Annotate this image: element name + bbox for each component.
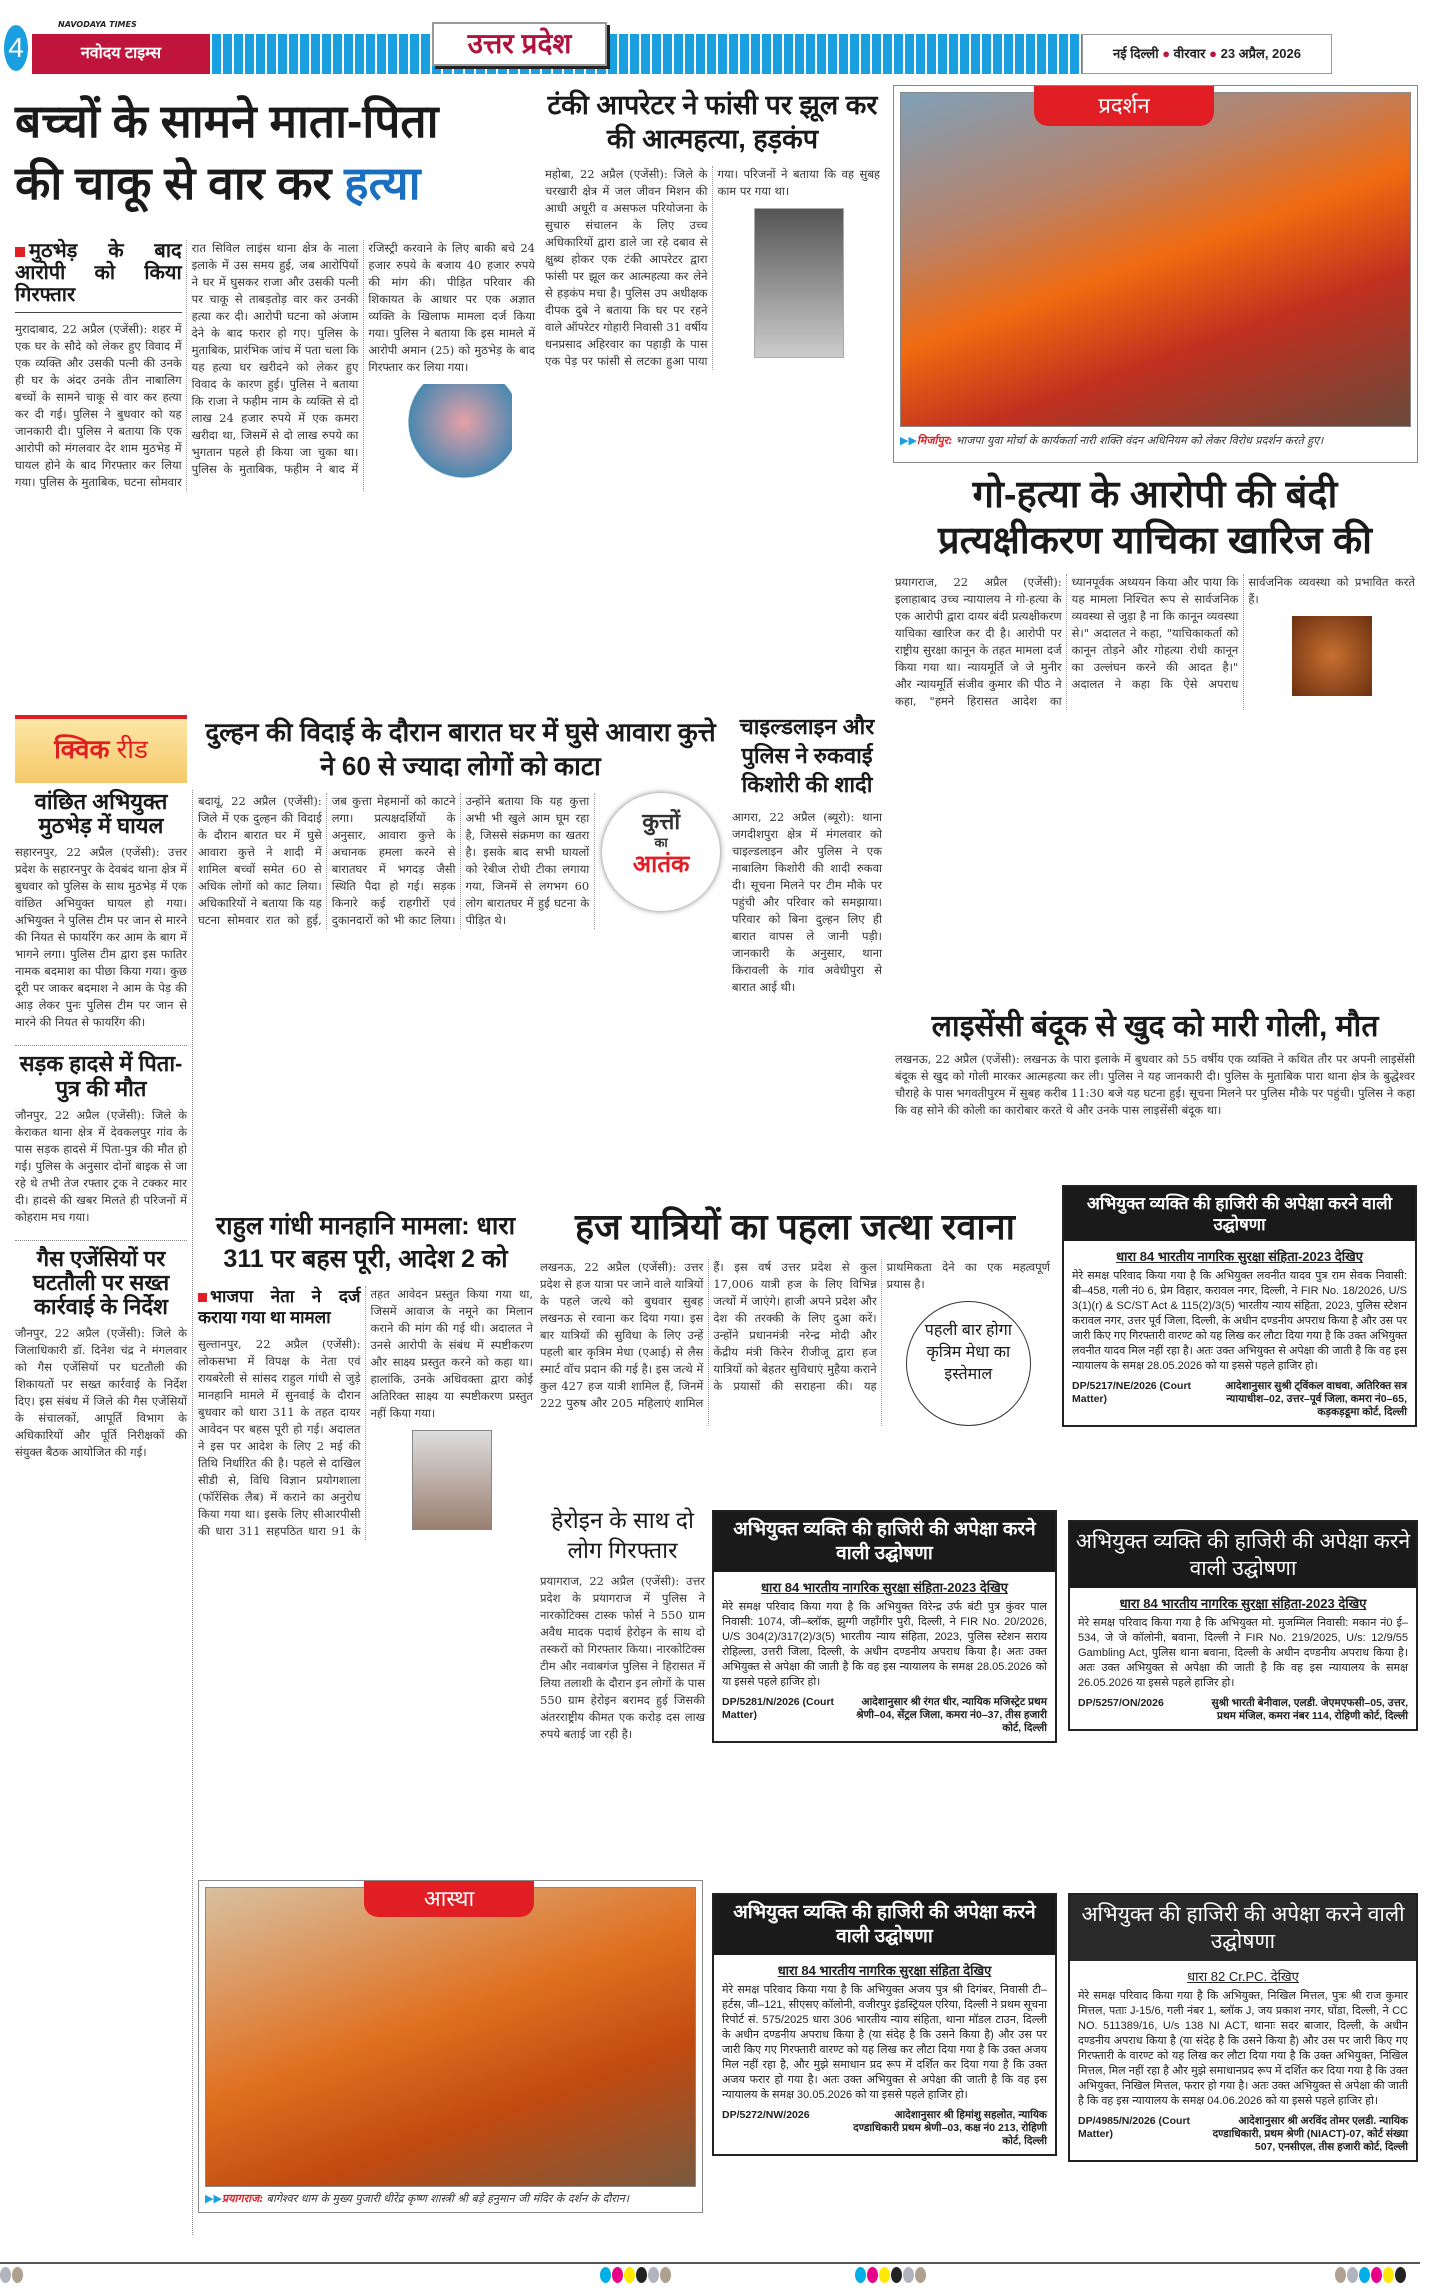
rahul-gandhi-photo: [412, 1430, 492, 1530]
tanki-body-columns: [545, 166, 880, 370]
court-notice: [1068, 1893, 1418, 2162]
heroin-headline: हेरोइन के साथ दो लोग गिरफ्तार: [551, 1507, 694, 1563]
lead-headline-line2: की चाकू से वार कर: [15, 157, 345, 209]
quick-read-label-a: क्विक: [54, 734, 110, 764]
court-notice: [1068, 1520, 1418, 1731]
haj-headline: हज यात्रियों का पहला जत्था रवाना: [575, 1206, 1015, 1247]
notice-ref: DP/5217/NE/2026 (Court Matter): [1072, 1380, 1192, 1405]
dateline-city: नई दिल्ली: [1113, 46, 1159, 61]
rahul-subhead: भाजपा नेता ने दर्ज कराया गया था मामला: [198, 1287, 361, 1327]
notice-sign: आदेशानुसार सुश्री ट्विंकल वाधवा, अतिरिक्त सत्र न्यायाधीश–02, उत्तर–पूर्व जिला, कमरा नं0–65, कड़कड़डूमा कोर्ट, दिल्ली: [1225, 1380, 1407, 1418]
notice-ref: DP/5257/ON/2026: [1078, 1697, 1164, 1709]
notice-body: मेरे समक्ष परिवाद किया गया है कि अभियुक्त विरेन्द्र उर्फ बंटी पुत्र कुंवर पाल निवासी: 1074, जी–ब्लॉक, झुग्गी जहाँगीर पुरी, दिल्ली, ने FIR No. 20/2026, U/S 304(2)/317(2)/3(5) भारतीय न्याय संहिता, 2023, पुलिस स्टेशन सराय रोहिल्ला, उत्तरी जिला, दिल्ली, के अधीन दण्डनीय अपराध किया है। अतः उक्त अभियुक्त से अपेक्षा की जाती है कि वह इस न्यायालय के समक्ष 28.05.2026 को या इससे पहले हाजिर हो।: [722, 1601, 1047, 1688]
lead-body-columns: [15, 240, 535, 491]
license-headline: लाइसेंसी बंदूक से खुद को मारी गोली, मौत: [931, 1010, 1379, 1043]
lead-subhead: मुठभेड़ के बाद आरोपी को किया गिरफ्तार: [15, 240, 182, 313]
childline-headline: चाइल्डलाइन और पुलिस ने रुकवाई किशोरी की शादी: [739, 714, 875, 797]
quick-read-label-b: रीड: [109, 734, 148, 764]
rahul-story: [198, 1210, 533, 1540]
masthead-small: NAVODAYA TIMES: [58, 20, 137, 29]
quick-read-box: [15, 715, 187, 783]
notice-body: मेरे समक्ष परिवाद किया गया है कि अभियुक्त लवनीत यादव पुत्र राम सेवक निवासी: बी–458, गली नं0 6, प्रेम विहार, करावल नगर, दिल्ली, ने FIR No. 18/2026, U/S 3(1)(r) & SC/ST Act & 115(2)/3(5) भारतीय न्याय संहिता, 2023, पुलिस स्टेशन करावल नगर, उत्तर पूर्व जिला, दिल्ली, के अधीन दण्डनीय अपराध किया है और उस पर जारी किए गए गिरफ्तारी वारण्ट को यह लिख कर लौटा दिया गया है कि उक्त अभियुक्त लवनीत यादव मिल नहीं रहा है। अतः उक्त अभियुक्त से अपेक्षा की जाती है कि वह इस न्यायालय के समक्ष 28.05.2026 को या इससे पहले हाजिर हो।: [1072, 1270, 1407, 1372]
haj-story: [540, 1205, 1050, 1426]
dulhan-headline: दुल्हन की विदाई के दौरान बारात घर में घुसे आवारा कुत्ते ने 60 से ज्यादा लोगों को काटा: [205, 717, 716, 781]
page-number: 4: [4, 25, 28, 71]
court-notice: [1062, 1185, 1417, 1427]
story-headline: सड़क हादसे में पिता-पुत्र की मौत: [15, 1045, 187, 1100]
court-notice: [712, 1510, 1057, 1743]
notice-section: धारा 82 Cr.PC. देखिए: [1187, 1969, 1299, 1984]
notice-section: धारा 84 भारतीय नागरिक सुरक्षा संहिता देखिए: [777, 1963, 992, 1978]
header-stripe: [212, 34, 1232, 74]
license-story: [895, 1010, 1415, 1119]
haj-body: लखनऊ, 22 अप्रैल (एजेंसी): उत्तर प्रदेश से हज यात्रा पर जाने वाले यात्रियों के पहले जत्थे को बुधवार सुबह लखनऊ से रवाना कर दिया गया। इस बार यात्रियों की सुविधा के लिए उन्हें पहली बार कृत्रिम मेधा (एआई) से लैस स्मार्ट वॉच प्रदान की गई है। इस जत्थे में कुल 427 हज यात्री शामिल हैं, जिनमें 222 पुरुष और 205 महिलाएं शामिल हैं। इस वर्ष उत्तर प्रदेश से कुल 17,006 यात्री हज के लिए विभिन्न जत्थों में जाएंगे। हाजी अपने प्रदेश और देश की तरक्की के लिए दुआ करें। उन्होंने प्रधानमंत्री नरेन्द्र मोदी और केंद्रीय मंत्री किरेन रीजीजू द्वारा हज यात्रियों को बेहतर सुविधाएं मुहैया कराने के प्रयासों की सराहना की। यह प्राथमिकता देने का एक महत्वपूर्ण प्रयास है।: [540, 1260, 1050, 1410]
notice-title: अभियुक्त व्यक्ति की हाजिरी की अपेक्षा करने वाली उद्घोषणा: [714, 1895, 1055, 1955]
photo-protest-box: [893, 85, 1418, 463]
notice-sign: आदेशानुसार श्री अरविंद तोमर एलडी. न्यायिक दण्डाधिकारी, प्रथम श्रेणी (NIACT)-07, कोर्ट संख्या 507, एनसीएल, तीस हजारी कोर्ट, दिल्ली: [1212, 2115, 1408, 2153]
notice-sign: आदेशानुसार श्री हिमांशु सहलोत, न्यायिक दण्डाधिकारी प्रथम श्रेणी–03, कक्ष नं0 213, रोहिणी कोर्ट, दिल्ली: [853, 2109, 1047, 2147]
column-divider: [192, 790, 193, 2235]
dateline-day: वीरवार: [1173, 46, 1206, 61]
protest-caption: ▶▶मिर्जापुर: भाजपा युवा मोर्चा के कार्यकर्ता नारी शक्ति वंदन अधिनियम को लेकर विरोध प्रदर्शन करते हुए।: [900, 434, 1324, 447]
notice-title: अभियुक्त व्यक्ति की हाजिरी की अपेक्षा करने वाली उद्घोषणा: [714, 1512, 1055, 1572]
notice-sign: सुश्री भारती बेनीवाल, एलडी. जेएमएफसी–05, उत्तर, प्रथम मंजिल, कमरा नंबर 114, रोहिणी कोर्ट, दिल्ली: [1211, 1697, 1408, 1722]
story-headline: गैस एजेंसियों पर घटतौली पर सख्त कार्रवाई के निर्देश: [15, 1240, 187, 1320]
rahul-body: सुल्तानपुर, 22 अप्रैल (एजेंसी): लोकसभा में विपक्ष के नेता एवं रायबरेली से सांसद राहुल गांधी से जुड़े मानहानि मामले में सुनवाई के दौरान बुधवार को धारा 311 के तहत दायर आवेदन पर बहस पूरी हो गई। अदालत ने इस पर आदेश के लिए 2 मई की तिथि निर्धारित की है। पहले से दाखिल सीडी से, विधि विज्ञान प्रयोगशाला (फॉरेंसिक लैब) में कराने का अनुरोध किया गया था। इसके लिए सीआरपीसी की धारा 311 सहपठित धारा 91 के तहत आवेदन प्रस्तुत किया गया था, जिसमें आवाज के नमूने का मिलान कराने की मांग की गई थी। अदालत ने उनसे आरोपी के संबंध में स्पष्टीकरण और साक्ष्य प्रस्तुत करने को कहा था। हालांकि, उनके अधिवक्ता द्वारा कोई अतिरिक्त साक्ष्य या स्पष्टीकरण प्रस्तुत नहीं किया गया।: [198, 1287, 533, 1538]
protest-photo: [900, 92, 1411, 427]
lead-headline-accent: हत्या: [344, 157, 421, 209]
photo-label-aastha: आस्था: [364, 1881, 534, 1917]
dulhan-body: बदायूं, 22 अप्रैल (एजेंसी): जिले में एक दुल्हन की विदाई के दौरान बारात घर में घुसे आवारा कुत्ते ने शादी में शामिल बच्चों समेत 60 से अधिक लोगों को काट लिया। अधिकारियों ने बताया कि यह घटना सोमवार रात को हुई, जब कुत्ता मेहमानों को काटने लगा। प्रत्यक्षदर्शियों के अनुसार, आवारा कुत्ते के अचानक हमला करने से बारातघर में भगदड़ जैसी स्थिति पैदा हो गई। सड़क किनारे कई राहगीरों एवं दुकानदारों को भी काट लिया। उन्होंने बताया कि यह कुत्ता अभी भी खुले आम घूम रहा है, जिससे संक्रमण का खतरा है। इसके बाद सभी घायलों को रेबीज रोधी टीका लगाया गया, जिनमें से लगभग 60 लोग बारातघर में हुई घटना के पीड़ित थे।: [198, 794, 590, 927]
tanki-body: महोबा, 22 अप्रैल (एजेंसी): जिले के चरखारी क्षेत्र में जल जीवन मिशन की आधी अधूरी व असफल परियोजना के सुचारु संचालन के लिए उच्च अधिकारियों द्वारा डाले जा रहे दबाव से क्षुब्ध होकर एक टंकी आपरेटर द्वारा फांसी पर झूल कर आत्महत्या कर लेने से हड़कंप मचा है। पुलिस उप अधीक्षक दीपक दुबे ने बताया कि घर पर रहने वाले ऑपरेटर गोहारी निवासी 31 वर्षीय धनप्रसाद अहिरवार का पहाड़ी के पास एक पेड़ पर फांसी से लटका हुआ पाया गया। परिजनों ने बताया कि वह सुबह काम पर गया था।: [545, 167, 880, 368]
dateline-date: 23 अप्रैल, 2026: [1220, 46, 1301, 61]
notice-body: मेरे समक्ष परिवाद किया गया है कि अभियुक्त अजय पुत्र श्री दिगंबर, निवासी टी–हर्टस, जी–121, सीएसए कॉलोनी, वजीरपुर इंडस्ट्रियल एरिया, दिल्ली ने प्रथम सूचना रिपोर्ट सं. 575/2025 धारा 306 भारतीय न्याय संहिता, थाना मॉडल टाउन, दिल्ली के अधीन दण्डनीय अपराध किया है (या संदेह है कि उसने किया है) और उस पर जारी किए गए गिरफ्तारी वारण्ट को यह लिख कर लौटा दिया गया है कि उक्त अजय मिल नहीं रहा है, और मुझे समाधान प्रद रूप में दर्शित कर दिया गया है कि उक्त अजय फरार हो गया है। अतः उक्त अभियुक्त से अपेक्षा की जाती है कि वह इस न्यायालय के समक्ष 30.05.2026 को या इससे पहले हाजिर हो।: [722, 1984, 1047, 2101]
notice-title: अभियुक्त व्यक्ति की हाजिरी की अपेक्षा करने वाली उद्घोषणा: [1070, 1522, 1416, 1588]
dulhan-body-columns: [198, 793, 723, 929]
notice-title: अभियुक्त की हाजिरी की अपेक्षा करने वाली उद्घोषणा: [1070, 1895, 1416, 1961]
registration-marks: [0, 2267, 1429, 2285]
photo-label-pradarshan: प्रदर्शन: [1034, 86, 1214, 126]
notice-ref: DP/5281/N/2026 (Court Matter): [722, 1696, 835, 1721]
left-column-stories: [15, 790, 187, 1461]
lead-story: [15, 240, 535, 491]
gohatya-body: प्रयागराज, 22 अप्रैल (एजेंसी): इलाहाबाद उच्च न्यायालय ने गो-हत्या के एक आरोपी द्वारा दायर बंदी प्रत्यक्षीकरण याचिका खारिज कर दी है। आरोपी पर राष्ट्रीय सुरक्षा कानून के तहत मामला दर्ज किया गया था। न्यायमूर्ति जे जे मुनीर और न्यायमूर्ति संजीव कुमार की पीठ ने कहा, "हमने हिरासत आदेश का ध्यानपूर्वक अध्ययन किया और पाया कि यह मामला निश्चित रूप से सार्वजनिक व्यवस्था से जुड़ा है ना कि कानून व्यवस्था से।" अदालत ने कहा, "याचिकाकर्ता को कानून तोड़ने और गोहत्या रोधी कानून का उल्लंघन करने की आदत है।" अदालत ने कहा कि ऐसे अपराध सार्वजनिक व्यवस्था को प्रभावित करते हैं।: [895, 575, 1415, 708]
rahul-headline: राहुल गांधी मानहानि मामला: धारा 311 पर बहस पूरी, आदेश 2 को: [215, 1212, 516, 1273]
heroin-body: प्रयागराज, 22 अप्रैल (एजेंसी): उत्तर प्रदेश के प्रयागराज में पुलिस ने नारकोटिक्स टास्क फोर्स ने 550 ग्राम अवैध मादक पदार्थ हेरोइन के साथ दो तस्करों को गिरफ्तार किया। नारकोटिक्स टीम और नवाबगंज पुलिस ने हिरासत में लिया तलाशी के दौरान इन लोगों के पास 550 ग्राम हेरोइन बरामद हुई जिसकी अंतरराष्ट्रीय कीमत एक करोड़ दस लाख रुपये बताई जा रही है।: [540, 1574, 705, 1741]
heroin-story: [540, 1505, 705, 1743]
footer-rule: [0, 2262, 1420, 2264]
hanging-illustration: [754, 208, 844, 358]
court-notice: [712, 1893, 1057, 2156]
story-body: जौनपुर, 22 अप्रैल (एजेंसी): जिले के केराकत थाना क्षेत्र में देवकलपुर गांव के पास सड़क हादसे में पिता-पुत्र की मौत हो गई। पुलिस के अनुसार दोनों बाइक से जा रहे थे तभी तेज रफ्तार ट्रक ने टक्कर मार दी। हादसे की खबर मिलते ही परिजनों में कोहराम मच गया।: [15, 1107, 187, 1224]
gohatya-headline: गो-हत्या के आरोपी की बंदी प्रत्यक्षीकरण याचिका खारिज की: [937, 474, 1373, 562]
notice-body: मेरे समक्ष परिवाद किया गया है कि अभियुक्त, निखिल मित्तल, पुत्रः श्री राज कुमार मित्तल, पताः J-15/6, गली नंबर 1, ब्लॉक J, जय प्रकाश नगर, घोंडा, दिल्ली, ने CC NO. 511389/16, U/s 138 NI ACT, थानाः सदर बाजार, दिल्ली, के अधीन दण्डनीय अपराध किया है (या संदेह है कि उसने किया है) और उस पर जारी किए गए गिरफ्तारी के वारण्ट को यह लिख कर लौटा दिया गया है कि उक्त अभियुक्त, निखिल मित्तल, मिल नहीं रहा है और मुझे समाधानप्रद रूप में दर्शित कर दिया गया है कि उक्त अभियुक्त, निखिल मित्तल, फरार हो गया है। अतः उक्त अभियुक्त से अपेक्षा की जाती है कि वह इस न्यायालय के समक्ष 04.06.2026 को या इससे पहले हाजिर हो।: [1078, 1990, 1408, 2107]
notice-section: धारा 84 भारतीय नागरिक सुरक्षा संहिता-2023 देखिए: [1119, 1596, 1367, 1611]
lead-headline-line1: बच्चों के सामने माता-पिता: [15, 95, 439, 147]
childline-body: आगरा, 22 अप्रैल (ब्यूरो): थाना जगदीशपुरा क्षेत्र में मंगलवार को चाइल्डलाइन और पुलिस ने एक नाबालिग किशोरी की शादी रुकवा दी। सूचना मिलने पर टीम मौके पर पहुंची और परिवार को समझाया। परिवार को बिना दुल्हन लिए ही बारात वापस ले जानी पड़ी। जानकारी के अनुसार, थाना किरावली के गांव अवेधीपुरा से बारात आई थी।: [732, 810, 882, 994]
notice-ref: DP/4985/N/2026 (Court Matter): [1078, 2115, 1191, 2140]
childline-story: [732, 712, 882, 996]
dateline: नई दिल्ली ● वीरवार ● 23 अप्रैल, 2026: [1082, 34, 1332, 74]
notice-body: मेरे समक्ष परिवाद किया गया है कि अभियुक्त मो. मुजम्मिल निवासी: मकान नं0 ई–534, जे जे कॉलोनी, बवाना, दिल्ली ने FIR No. 219/2025, U/s: 12/9/55 Gambling Act, पुलिस थाना बवाना, दिल्ली के अधीन दण्डनीय अपराध किया है। अतः उक्त अभियुक्त से अपेक्षा की जाती है कि वह इस न्यायालय के समक्ष 26.05.2026 या इससे पहले हाजिर हो।: [1078, 1617, 1408, 1689]
story-body: सहारनपुर, 22 अप्रैल (एजेंसी): उत्तर प्रदेश के सहारनपुर के देवबंद थाना क्षेत्र में बुधवार को पुलिस के साथ मुठभेड़ में एक वांछित अभियुक्त घायल हो गया। अभियुक्त ने पुलिस टीम पर जान से मारने की नियत से फायरिंग कर आम के बाग में भागने लगा। पुलिस टीम द्वारा इस फातिर नामक बदमाश का पीछा किया गया। कुछ दूरी पर जाकर बदमाश ने आम के पेड़ की आड़ लेकर पुनः पुलिस टीम पर जान से मारने की नियत से फायरिंग की।: [15, 845, 187, 1030]
photo-aastha-box: [198, 1880, 703, 2213]
section-title: उत्तर प्रदेश: [432, 22, 607, 66]
gohatya-story: [895, 472, 1415, 710]
haj-ai-badge: पहली बार होगा कृत्रिम मेधा का इस्तेमाल: [906, 1301, 1031, 1426]
page-header: [0, 20, 1429, 75]
aastha-caption: ▶▶प्रयागराज: बागेश्वर धाम के मुख्य पुजारी धीरेंद्र कृष्ण शास्त्री श्री बड़े हनुमान जी मंदिर के दर्शन के दौरान।: [205, 2192, 629, 2205]
story-body: जौनपुर, 22 अप्रैल (एजेंसी): जिले के जिलाधिकारी डॉ. दिनेश चंद्र ने मंगलवार को गैस एजेंसियों पर घटतौली की शिकायतों पर सख्त कार्रवाई के निर्देश दिए। इस संबंध में जिले की गैस एजेंसियों के संचालकों, आपूर्ति विभाग के अधिकारियों और पूर्ति निरीक्षकों की संयुक्त बैठक आयोजित की गई।: [15, 1326, 187, 1460]
notice-ref: DP/5272/NW/2026: [722, 2109, 810, 2121]
masthead-logo: नवोदय टाइम्स: [32, 34, 210, 74]
dog-menace-badge: कुत्तों का आतंक: [602, 793, 720, 911]
license-body: लखनऊ, 22 अप्रैल (एजेंसी): लखनऊ के पारा इलाके में बुधवार को 55 वर्षीय एक व्यक्ति ने कथित तौर पर अपनी लाइसेंसी बंदूक से खुद को गोली मारकर आत्महत्या कर ली। पुलिस ने यह जानकारी दी। पुलिस के मुताबिक पारा थाना क्षेत्र के बुद्धेश्वर चौराहे के पास भगवतीपुरम में सुबह करीब 11:30 बजे यह घटना हुई। सूचना मिलने पर पुलिस मौके पर पहुंची। पुलिस ने कहा कि वह सोने की कोली का कारोबार करते थे और उनके पास लाइसेंसी बंदूक था।: [895, 1052, 1415, 1117]
aastha-photo: [205, 1887, 696, 2187]
notice-title: अभियुक्त व्यक्ति की हाजिरी की अपेक्षा करने वाली उद्घोषणा: [1064, 1187, 1415, 1241]
notice-section: धारा 84 भारतीय नागरिक सुरक्षा संहिता-2023 देखिए: [761, 1580, 1008, 1595]
rahul-body-columns: [198, 1286, 533, 1540]
tanki-headline: टंकी आपरेटर ने फांसी पर झूल कर की आत्महत्या, हड़कंप: [547, 90, 878, 154]
notice-section: धारा 84 भारतीय नागरिक सुरक्षा संहिता-2023 देखिए: [1116, 1249, 1363, 1264]
story-headline: वांछित अभियुक्त मुठभेड़ में घायल: [34, 789, 168, 839]
tanki-story: [545, 88, 880, 370]
dulhan-story: [198, 715, 723, 929]
stabbing-illustration: [392, 384, 512, 479]
notice-sign: आदेशानुसार श्री रंगत धीर, न्यायिक मजिस्ट्रेट प्रथम श्रेणी–04, सेंट्रल जिला, कमरा नं0–37, तीस हजारी कोर्ट, दिल्ली: [856, 1696, 1047, 1734]
haj-body-columns: [540, 1259, 1050, 1426]
lead-body: मुरादाबाद, 22 अप्रैल (एजेंसी): शहर में एक घर के सौदे को लेकर हुए विवाद में एक व्यक्ति और उसकी पत्नी की उनके ही घर के अंदर उनके तीन नाबालिग बच्चों के सामने चाकू से वार कर हत्या कर दी गई। पुलिस ने बुधवार को यह जानकारी दी। पुलिस ने बताया कि एक आरोपी को मंगलवार देर शाम मुठभेड़ में घायल होने के बाद गिरफ्तार कर लिया गया। पुलिस के मुताबिक, घटना सोमवार रात सिविल लाइंस थाना क्षेत्र के नाला इलाके में उस समय हुई, जब आरोपियों ने घर में घुसकर राजा और उसकी पत्नी पर चाकू से ताबड़तोड़ वार कर उनकी हत्या कर दी। आरोपी घटना को अंजाम देने के बाद फरार हो गए। पुलिस के मुताबिक, प्रारंभिक जांच में पता चला कि यह हत्या घर खरीदने को लेकर हुए विवाद के कारण हुई। पुलिस ने बताया कि राजा ने फहीम नाम के व्यक्ति से दो लाख 24 हजार रुपये में एक कमरा खरीदा था, जिसमें से दो लाख रुपये का भुगतान पहले ही किया जा चुका था। पुलिस के मुताबिक, फहीम ने बाद में रजिस्ट्री करवाने के लिए बाकी बचे 24 हजार रुपये के बजाय 40 हजार रुपये की मांग की। पीड़ित परिवार की शिकायत के आधार पर एक अज्ञात व्यक्ति के खिलाफ मामला दर्ज किया गया। पुलिस ने बताया कि इस मामले में आरोपी अमान (25) को मुठभेड़ के बाद गिरफ्तार कर लिया गया।: [15, 241, 535, 489]
gohatya-body-columns: [895, 574, 1415, 710]
gavel-photo: [1292, 616, 1372, 696]
lead-headline: [15, 90, 540, 214]
